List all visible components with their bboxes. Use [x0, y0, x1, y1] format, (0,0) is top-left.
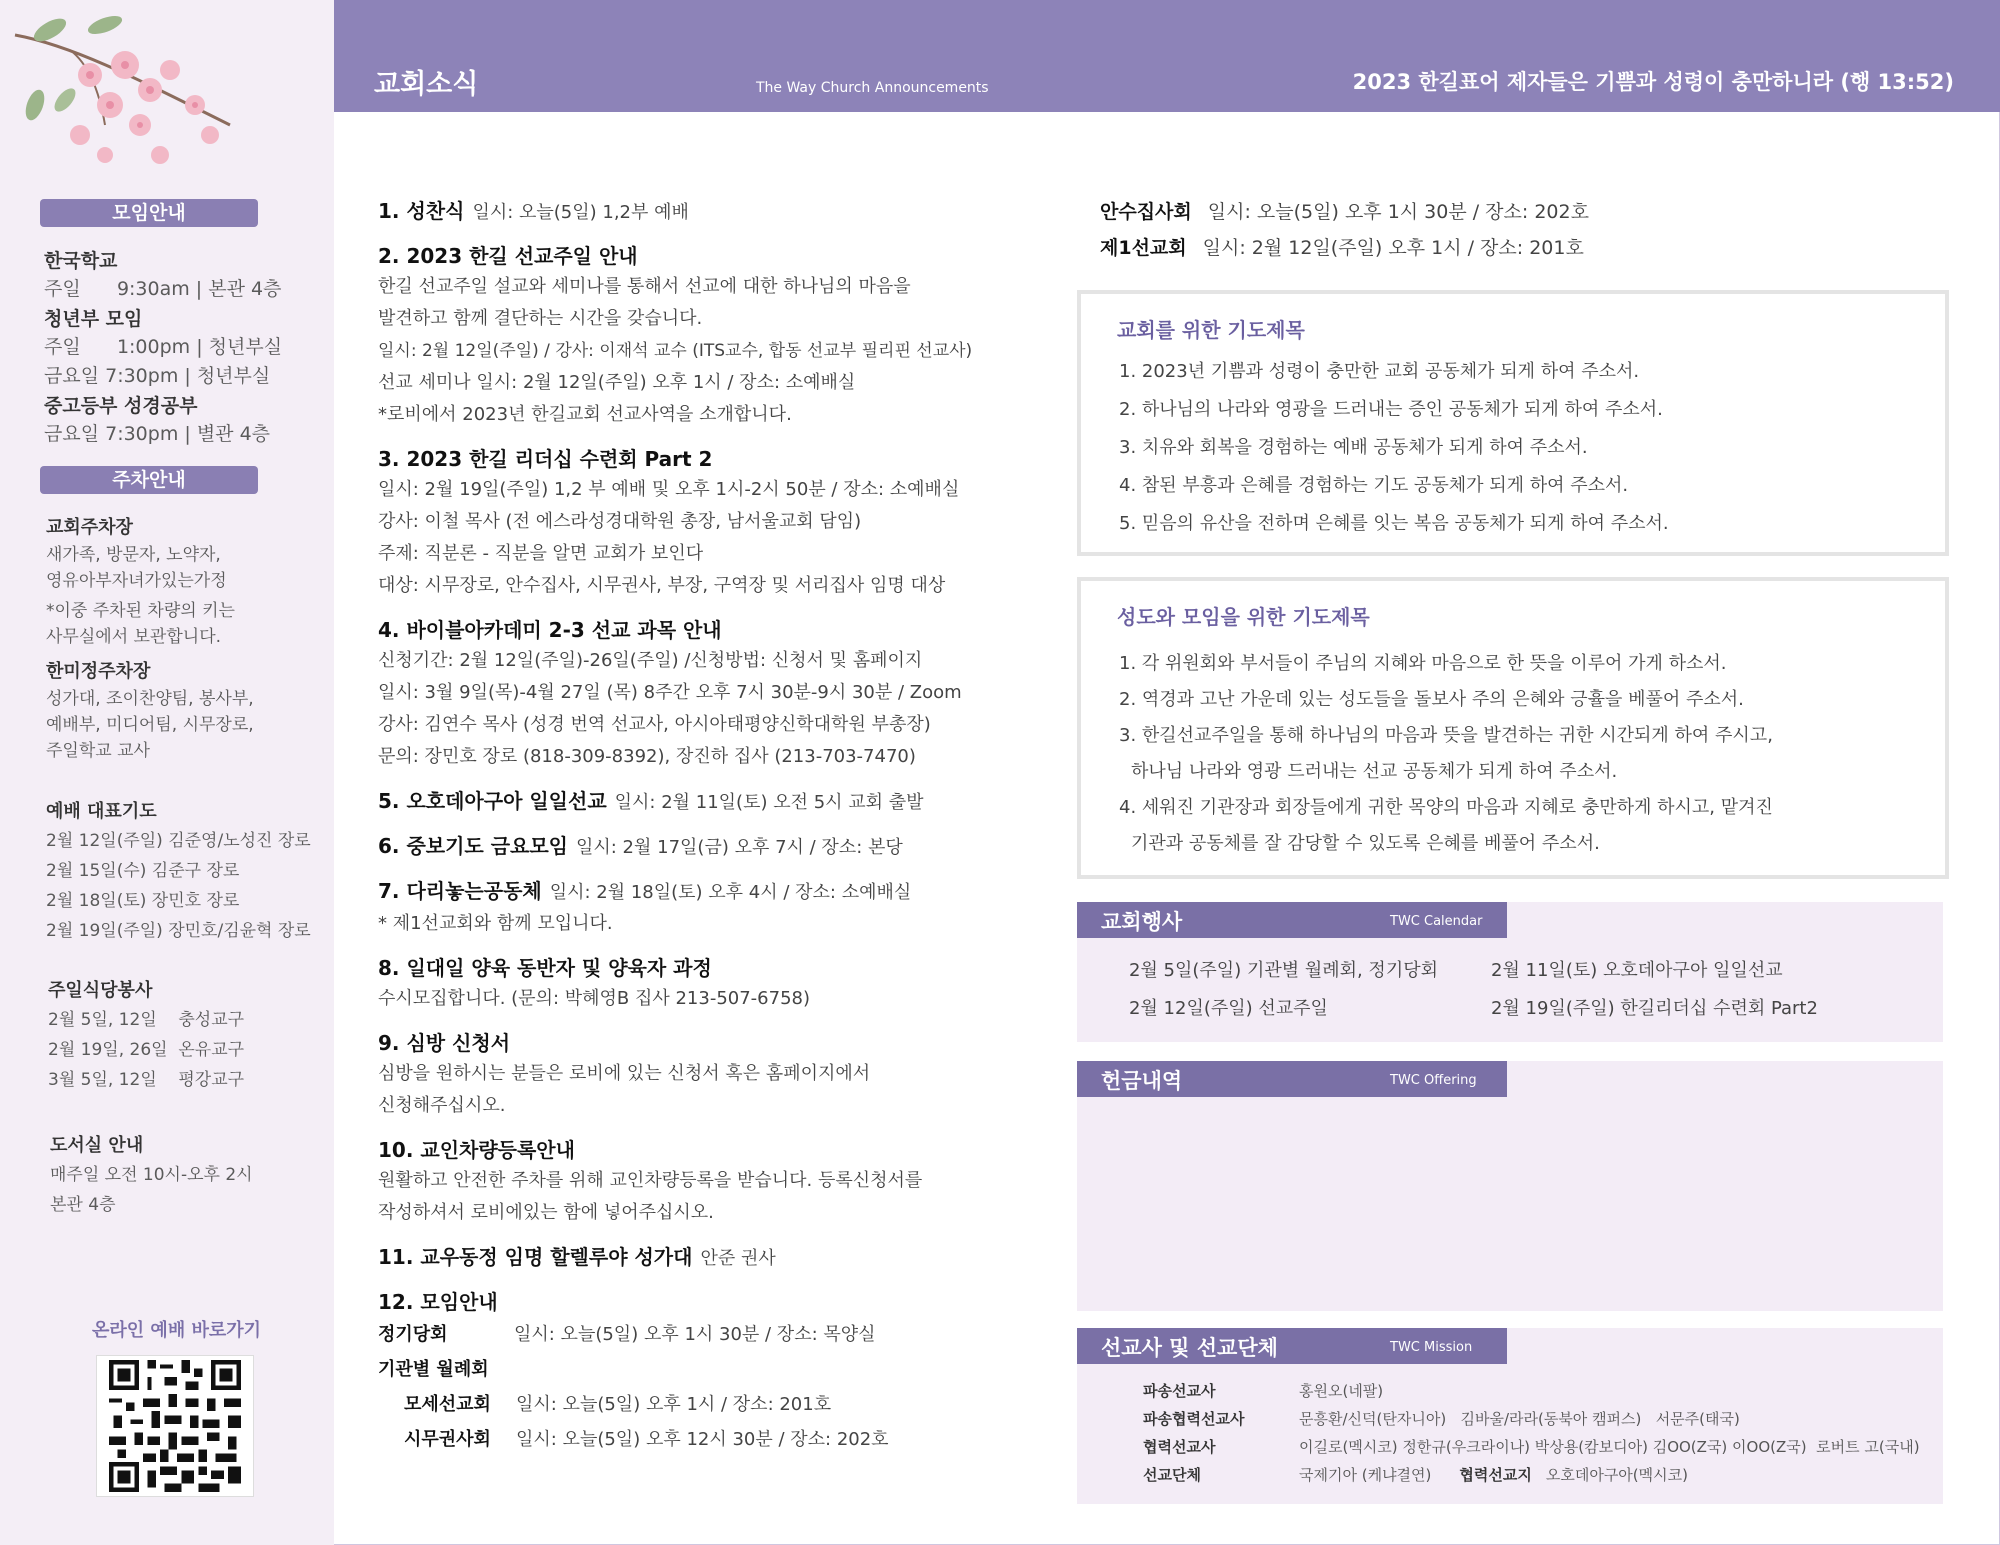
offering-tab	[1077, 1061, 1507, 1097]
parking-line: *이중 주차된 차량의 키는	[46, 601, 235, 621]
church-prayer-box	[1077, 290, 1949, 556]
parking-line: 예배부, 미디어팀, 시무장로,	[46, 715, 254, 735]
meeting-group-name: 정기당회	[378, 1324, 448, 1345]
online-worship-link[interactable]: 온라인 예배 바로가기	[92, 1320, 262, 1341]
dining-title: 주일식당봉사	[48, 980, 153, 1001]
announcement-detail: 일시: 2월 17일(금) 오후 7시 / 장소: 본당	[576, 837, 903, 858]
announcement-line: 발견하고 함께 결단하는 시간을 갖습니다.	[378, 308, 703, 329]
right-meetings	[1100, 194, 1940, 266]
prayer-leader-item: 2월 18일(토) 장민호 장로	[46, 891, 240, 911]
meeting-group-name: 제1선교회	[1100, 237, 1187, 259]
announcement-line: 원활하고 안전한 주차를 위해 교인차량등록을 받습니다. 등록신청서를	[378, 1170, 923, 1191]
dining-item: 3월 5일, 12일 평강교구	[48, 1070, 245, 1090]
mission-row	[1143, 1380, 1383, 1401]
meeting-group-detail: 일시: 2월 12일(주일) 오후 1시 / 장소: 201호	[1202, 237, 1584, 259]
meeting-group-name: 기관별 월례회	[378, 1359, 489, 1380]
prayer-leaders-title: 예배 대표기도	[46, 801, 157, 822]
announcement-line: 한길 선교주일 설교와 세미나를 통해서 선교에 대한 하나님의 마음을	[378, 276, 911, 297]
announcement-detail: 일시: 오늘(5일) 1,2부 예배	[472, 202, 689, 223]
announcement-line: 일시: 3월 9일(목)-4월 27일 (목) 8주간 오후 7시 30분-9시 30분 / Zoom	[378, 682, 962, 703]
mission-category: 협력선교지	[1459, 1466, 1532, 1484]
mission-names: 문흥환/신덕(탄자니아) 김바울/라라(동북아 캠퍼스) 서문주(태국)	[1299, 1410, 1740, 1428]
mission-category: 파송협력선교사	[1143, 1410, 1245, 1428]
cherry-blossom-illustration	[10, 5, 250, 180]
prayer-item: 2. 역경과 고난 가운데 있는 성도들을 돌보사 주의 은혜와 긍휼을 베풀어 주소서.	[1119, 689, 1744, 710]
member-prayer-title: 성도와 모임을 위한 기도제목	[1117, 605, 1370, 629]
announcement-item	[378, 831, 988, 863]
announcement-line: 강사: 김연수 목사 (성경 번역 선교사, 아시아태평양신학대학원 부총장)	[378, 714, 931, 735]
announcement-line: 선교 세미나 일시: 2월 12일(주일) 오후 1시 / 장소: 소예배실	[378, 372, 856, 393]
meeting-name: 중고등부 성경공부	[44, 395, 198, 417]
prayer-item: 3. 한길선교주일을 통해 하나님의 마음과 뜻을 발견하는 귀한 시간되게 하여 주시고,	[1119, 725, 1773, 746]
prayer-item: 5. 믿음의 유산을 전하며 은혜를 잇는 복음 공동체가 되게 하여 주소서.	[1119, 513, 1669, 534]
announcement-item	[378, 1242, 988, 1274]
church-prayer-title: 교회를 위한 기도제목	[1117, 318, 1305, 342]
prayer-leader-item: 2월 19일(주일) 장민호/김윤혁 장로	[46, 921, 311, 941]
announcement-line: 수시모집합니다. (문의: 박혜영B 집사 213-507-6758)	[378, 988, 811, 1009]
parking-line: 새가족, 방문자, 노약자,	[46, 545, 221, 565]
offering-section	[1077, 1061, 1943, 1311]
announcement-item	[378, 786, 988, 818]
mission-category: 파송선교사	[1143, 1382, 1216, 1400]
year-verse: 2023 한길표어 제자들은 기쁨과 성령이 충만하니라 (행 13:52)	[1352, 70, 1954, 94]
prayer-item: 1. 2023년 기쁨과 성령이 충만한 교회 공동체가 되게 하여 주소서.	[1119, 361, 1640, 382]
calendar-event: 2월 5일(주일) 기관별 월례회, 정기당회	[1129, 960, 1438, 981]
announcement-item	[378, 953, 988, 1015]
mission-row	[1143, 1408, 1740, 1429]
announcement-line: 신청기간: 2월 12일(주일)-26일(주일) /신청방법: 신청서 및 홈페이지	[378, 650, 923, 671]
announcement-item	[378, 241, 988, 431]
meeting-time: 금요일 7:30pm | 별관 4층	[44, 423, 271, 445]
prayer-leaders	[46, 798, 326, 946]
calendar-event: 2월 12일(주일) 선교주일	[1129, 998, 1328, 1019]
page-title: 교회소식	[374, 69, 479, 100]
qr-code-icon[interactable]	[96, 1355, 254, 1497]
prayer-item: 1. 각 위원회와 부서들이 주님의 지혜와 마음으로 한 뜻을 이루어 가게 하소서.	[1119, 653, 1727, 674]
announcement-item	[378, 444, 988, 602]
announcement-title: 6. 중보기도 금요모임	[378, 834, 568, 858]
announcement-title: 1. 성찬식	[378, 199, 465, 223]
announcement-line: 작성하셔서 로비에있는 함에 넣어주십시오.	[378, 1202, 714, 1223]
prayer-item: 3. 치유와 회복을 경험하는 예배 공동체가 되게 하여 주소서.	[1119, 437, 1588, 458]
meeting-group-detail: 일시: 오늘(5일) 오후 1시 30분 / 장소: 202호	[1207, 201, 1589, 223]
announcement-line: 주제: 직분론 - 직분을 알면 교회가 보인다	[378, 543, 704, 564]
meeting-name: 한국학교	[44, 250, 118, 272]
offering-subtitle: TWC Offering	[1390, 1073, 1477, 1088]
mission-title: 선교사 및 선교단체	[1101, 1336, 1278, 1360]
parking-line: 영유아부자녀가있는가정	[46, 571, 227, 591]
page-header	[334, 0, 2000, 112]
announcement-line: 문의: 장민호 장로 (818-309-8392), 장진하 집사 (213-703-7470)	[378, 746, 916, 767]
mission-section	[1077, 1328, 1943, 1504]
calendar-subtitle: TWC Calendar	[1390, 914, 1483, 929]
prayer-item: 4. 참된 부흥과 은혜를 경험하는 기도 공동체가 되게 하여 주소서.	[1119, 475, 1629, 496]
announcement-line: *로비에서 2023년 한길교회 선교사역을 소개합니다.	[378, 404, 792, 425]
announcement-title: 7. 다리놓는공동체	[378, 879, 542, 903]
announcement-title: 9. 심방 신청서	[378, 1031, 511, 1055]
announcement-line: 심방을 원하시는 분들은 로비에 있는 신청서 혹은 홈페이지에서	[378, 1063, 871, 1084]
parking-line: 성가대, 조이찬양팀, 봉사부,	[46, 689, 254, 709]
calendar-title: 교회행사	[1101, 910, 1183, 934]
announcement-title: 8. 일대일 양육 동반자 및 양육자 과정	[378, 956, 712, 980]
announcement-title: 2. 2023 한길 선교주일 안내	[378, 244, 638, 268]
meeting-time: 금요일 7:30pm | 청년부실	[44, 365, 271, 387]
calendar-event: 2월 19일(주일) 한길리더십 수련회 Part2	[1491, 998, 1818, 1019]
announcement-title: 12. 모임안내	[378, 1290, 498, 1314]
announcement-detail: 일시: 2월 18일(토) 오후 4시 / 장소: 소예배실	[549, 882, 912, 903]
announcement-title: 10. 교인차량등록안내	[378, 1138, 575, 1162]
announcement-item	[378, 1135, 988, 1229]
announcement-title: 5. 오호데아구아 일일선교	[378, 789, 607, 813]
announcement-line: 대상: 시무장로, 안수집사, 시무권사, 부장, 구역장 및 서리집사 임명 대상	[378, 575, 946, 596]
announcement-line: 일시: 2월 12일(주일) / 강사: 이재석 교수 (ITS교수, 합동 선교부 필리핀 선교사)	[378, 341, 973, 361]
mission-tab	[1077, 1328, 1507, 1364]
meeting-group-name: 안수집사회	[1100, 201, 1192, 223]
announcement-item	[378, 196, 988, 228]
announcement-title: 3. 2023 한길 리더십 수련회 Part 2	[378, 447, 713, 471]
mission-category: 협력선교사	[1143, 1438, 1216, 1456]
dining-service	[48, 977, 328, 1095]
mission-row	[1143, 1436, 1920, 1457]
parking-line: 사무실에서 보관합니다.	[46, 627, 222, 647]
meeting-group-detail: 일시: 오늘(5일) 오후 12시 30분 / 장소: 202호	[516, 1429, 889, 1450]
parking-section-title: 주차안내	[40, 466, 258, 494]
meeting-time: 주일 1:00pm | 청년부실	[44, 336, 283, 358]
announcement-item	[378, 1287, 988, 1457]
meeting-group-detail: 일시: 오늘(5일) 오후 1시 30분 / 장소: 목양실	[514, 1324, 876, 1345]
announcement-line: 일시: 2월 19일(주일) 1,2 부 예배 및 오후 1시-2시 50분 / 장소: 소예배실	[378, 479, 960, 500]
mission-category: 선교단체	[1143, 1466, 1201, 1484]
announcement-title: 4. 바이블아카데미 2-3 선교 과목 안내	[378, 618, 722, 642]
calendar-section	[1077, 902, 1943, 1042]
dining-item: 2월 5일, 12일 충성교구	[48, 1010, 245, 1030]
parking-line: 주일학교 교사	[46, 741, 150, 761]
announcement-detail: 안준 권사	[700, 1248, 776, 1269]
prayer-leader-item: 2월 12일(주일) 김준영/노성진 장로	[46, 831, 311, 851]
announcement-item	[378, 1028, 988, 1122]
meeting-group-name: 모세선교회	[404, 1394, 491, 1415]
library-title: 도서실 안내	[50, 1135, 144, 1156]
sidebar	[0, 0, 334, 1545]
announcement-line: 신청해주십시오.	[378, 1095, 506, 1116]
page-subtitle: The Way Church Announcements	[756, 80, 989, 96]
mission-names: 홍원오(네팔)	[1299, 1382, 1384, 1400]
meeting-group-detail: 일시: 오늘(5일) 오후 1시 / 장소: 201호	[516, 1394, 832, 1415]
announcement-line: 강사: 이철 목사 (전 에스라성경대학원 총장, 남서울교회 담임)	[378, 511, 862, 532]
announcement-item	[378, 615, 988, 773]
mission-names: 오호데아구아(멕시코)	[1545, 1466, 1688, 1484]
announcements-list	[378, 196, 988, 1457]
meeting-time: 주일 9:30am | 본관 4층	[44, 278, 282, 300]
meeting-name: 청년부 모임	[44, 308, 143, 330]
offering-title: 헌금내역	[1101, 1069, 1183, 1093]
mission-row	[1143, 1464, 1688, 1485]
mission-names: 이길로(멕시코) 정한규(우크라이나) 박상용(캄보디아) 김OO(Z국) 이OO(Z국) 로버트 고(국내)	[1299, 1438, 1920, 1456]
mission-subtitle: TWC Mission	[1390, 1340, 1473, 1355]
announcement-item	[378, 876, 988, 940]
meeting-list	[44, 246, 324, 449]
parking-name: 교회주차장	[46, 517, 133, 538]
member-prayer-box	[1077, 577, 1949, 879]
prayer-item: 4. 세워진 기관장과 회장들에게 귀한 목양의 마음과 지혜로 충만하게 하시고, 맡겨진	[1119, 797, 1773, 818]
calendar-event: 2월 11일(토) 오호데아구아 일일선교	[1491, 960, 1783, 981]
parking-name: 한미정주차장	[46, 661, 151, 682]
library-hours: 매주일 오전 10시-오후 2시	[50, 1165, 253, 1185]
prayer-leader-item: 2월 15일(수) 김준구 장로	[46, 861, 240, 881]
meeting-group-name: 시무권사회	[404, 1429, 491, 1450]
announcement-detail: 일시: 2월 11일(토) 오전 5시 교회 출발	[614, 792, 924, 813]
announcement-title: 11. 교우동정 임명 할렐루야 성가대	[378, 1245, 693, 1269]
prayer-item: 2. 하나님의 나라와 영광을 드러내는 증인 공동체가 되게 하여 주소서.	[1119, 399, 1663, 420]
prayer-item: 하나님 나라와 영광 드러내는 선교 공동체가 되게 하여 주소서.	[1131, 761, 1618, 782]
parking-list	[46, 514, 326, 764]
prayer-item: 기관과 공동체를 잘 감당할 수 있도록 은혜를 베풀어 주소서.	[1131, 833, 1600, 854]
announcement-line: * 제1선교회와 함께 모입니다.	[378, 913, 613, 934]
meeting-section-title: 모임안내	[40, 199, 258, 227]
dining-item: 2월 19일, 26일 온유교구	[48, 1040, 245, 1060]
library-location: 본관 4층	[50, 1195, 116, 1215]
mission-names: 국제기아 (케냐결연)	[1299, 1466, 1432, 1484]
calendar-tab	[1077, 902, 1507, 938]
library-info	[50, 1132, 330, 1220]
